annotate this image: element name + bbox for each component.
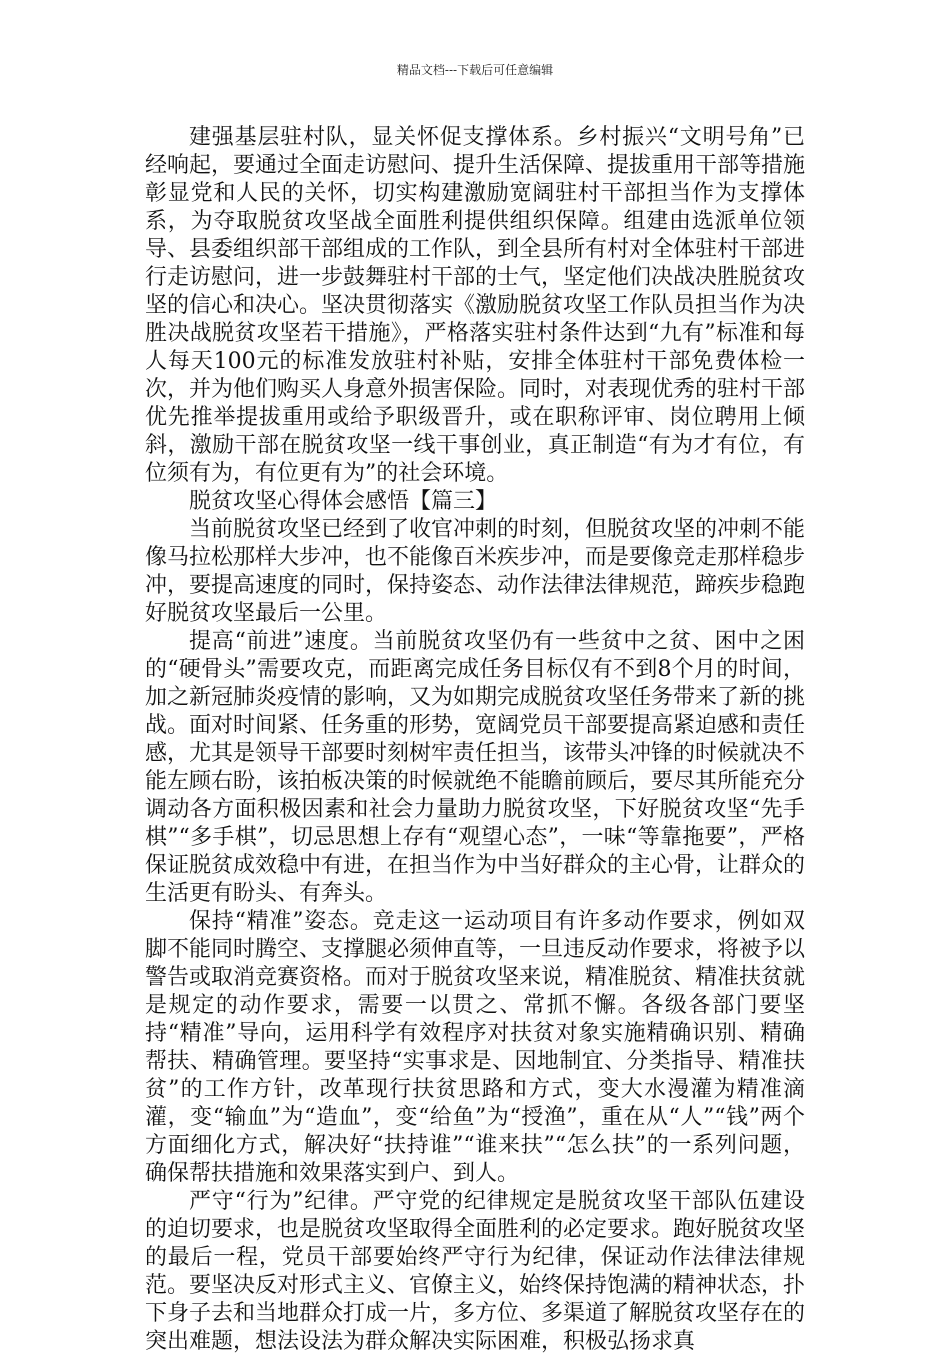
paragraph-3: 提高“前进”速度。当前脱贫攻坚仍有一些贫中之贫、困中之困的“硬骨头”需要攻克，而距离完成任务目标仅有不到8个月的时间，加之新冠肺炎疫情的影响，又为如期完成脱贫攻坚任务带来了新的挑战。面对时间紧、任务重的形势，宽阔党员干部要提高紧迫感和责任感，尤其是领导干部要时刻树牢责任担当，该带头冲锋的时候就决不能左顾右盼，该拍板决策的时候就绝不能瞻前顾后，要尽其所能充分调动各方面积极因素和社会力量助力脱贫攻坚，下好脱贫攻坚“先手棋”“多手棋”，切忌思想上存有“观望心态”，一味“等靠拖要”，严格保证脱贫成效稳中有进，在担当作为中当好群众的主心骨，让群众的生活更有盼头、有奔头。 [145,629,806,906]
section-heading: 脱贫攻坚心得体会感悟【篇三】 [189,489,498,514]
document-body [145,124,805,1356]
paragraph-5: 严守“行为”纪律。严守党的纪律规定是脱贫攻坚干部队伍建设的迫切要求，也是脱贫攻坚取得全面胜利的必定要求。跑好脱贫攻坚的最后一程，党员干部要始终严守行为纪律，保证动作法律法律规范。要坚决反对形式主义、官僚主义，始终保持饱满的精神状态，扑下身子去和当地群众打成一片，多方位、多渠道了解脱贫攻坚存在的突出难题，想法设法为群众解决实际困难，积极弘扬求真 [145,1189,806,1354]
paragraph-4: 保持“精准”姿态。竞走这一运动项目有许多动作要求，例如双脚不能同时腾空、支撑腿必须伸直等，一旦违反动作要求，将被予以警告或取消竞赛资格。而对于脱贫攻坚来说，精准脱贫、精准扶贫就是规定的动作要求，需要一以贯之、常抓不懈。各级各部门要坚持“精准”导向，运用科学有效程序对扶贫对象实施精确识别、精确帮扶、精确管理。要坚持“实事求是、因地制宜、分类指导、精准扶贫”的工作方针，改革现行扶贫思路和方式，变大水漫灌为精准滴灌，变“输血”为“造血”，变“给鱼”为“授渔”，重在从“人”“钱”两个方面细化方式，解决好“扶持谁”“谁来扶”“怎么扶”的一系列问题，确保帮扶措施和效果落实到户、到人。 [145,909,806,1186]
paragraph-1: 建强基层驻村队，显关怀促支撑体系。乡村振兴“文明号角”已经响起，要通过全面走访慰问、提升生活保障、提拔重用干部等措施彰显党和人民的关怀，切实构建激励宽阔驻村干部担当作为支撑体系，为夺取脱贫攻坚战全面胜利提供组织保障。组建由选派单位领导、县委组织部干部组成的工作队，到全县所有村对全体驻村干部进行走访慰问，进一步鼓舞驻村干部的士气，坚定他们决战决胜脱贫攻坚的信心和决心。坚决贯彻落实《激励脱贫攻坚工作队员担当作为决胜决战脱贫攻坚若干措施》，严格落实驻村条件达到“九有”标准和每人每天100元的标准发放驻村补贴，安排全体驻村干部免费体检一次，并为他们购买人身意外损害保险。同时，对表现优秀的驻村干部优先推举提拔重用或给予职级晋升，或在职称评审、岗位聘用上倾斜，激励干部在脱贫攻坚一线干事创业，真正制造“有为才有位，有位须有为，有位更有为”的社会环境。 [145,125,806,486]
paragraph-2: 当前脱贫攻坚已经到了收官冲刺的时刻，但脱贫攻坚的冲刺不能像马拉松那样大步冲，也不能像百米疾步冲，而是要像竞走那样稳步冲，要提高速度的同时，保持姿态、动作法律法律规范，蹄疾步稳跑好脱贫攻坚最后一公里。 [145,517,806,626]
page-header: 精品文档---下载后可任意编辑 [396,63,554,77]
